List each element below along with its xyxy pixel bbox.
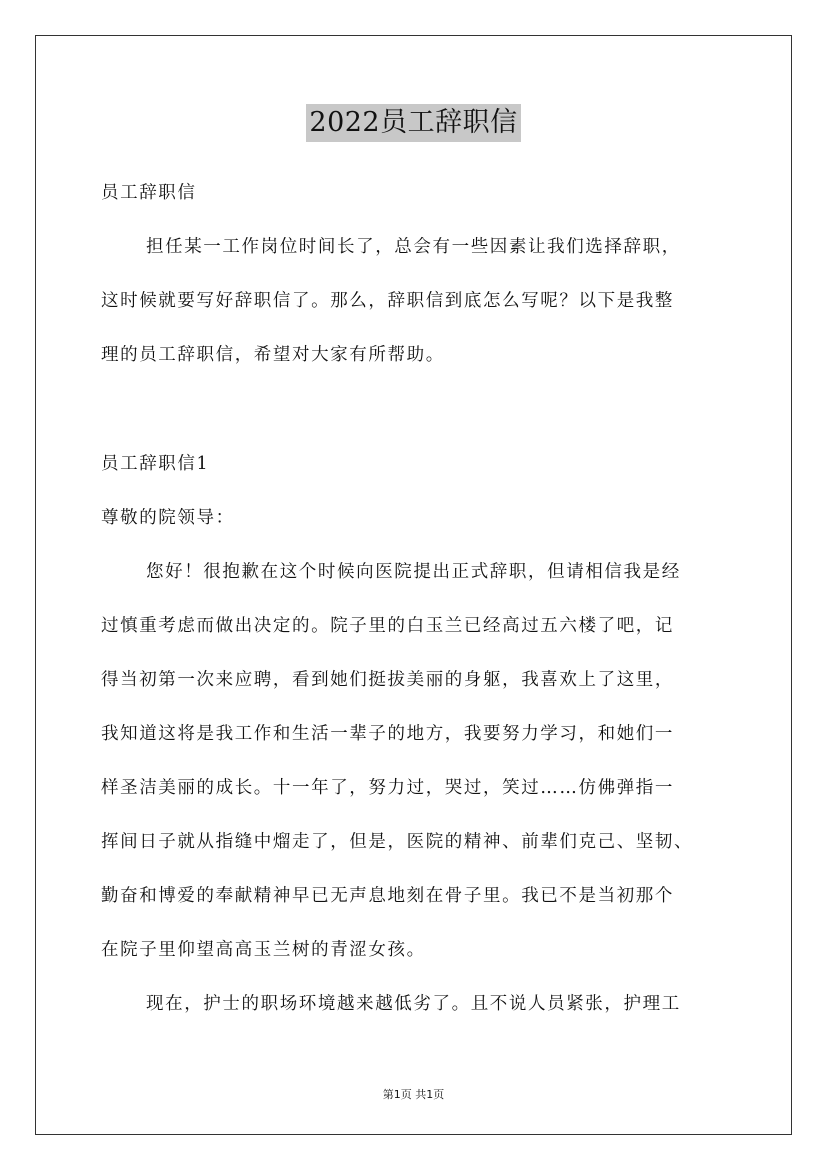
paragraph-line: 得当初第一次来应聘，看到她们挺拔美丽的身躯，我喜欢上了这里， (101, 670, 674, 690)
salutation: 尊敬的院领导： (101, 508, 235, 528)
paragraph-line: 您好！很抱歉在这个时候向医院提出正式辞职，但请相信我是经 (146, 562, 681, 582)
paragraph-line: 样圣洁美丽的成长。十一年了，努力过，哭过，笑过……仿佛弹指一 (101, 778, 674, 798)
paragraph-line: 在院子里仰望高高玉兰树的青涩女孩。 (101, 940, 426, 960)
page-number-footer: 第1页 共1页 (382, 1088, 445, 1101)
letter-heading: 员工辞职信1 (101, 454, 210, 474)
paragraph-line: 理的员工辞职信，希望对大家有所帮助。 (101, 345, 445, 365)
document-title-container (0, 104, 827, 142)
paragraph-line: 担任某一工作岗位时间长了，总会有一些因素让我们选择辞职， (146, 237, 681, 257)
section-heading: 员工辞职信 (101, 183, 197, 203)
document-title: 2022员工辞职信 (306, 104, 520, 142)
paragraph-line: 过慎重考虑而做出决定的。院子里的白玉兰已经高过五六楼了吧，记 (101, 616, 674, 636)
paragraph-line: 勤奋和博爱的奉献精神早已无声息地刻在骨子里。我已不是当初那个 (101, 886, 674, 906)
paragraph-line: 现在，护士的职场环境越来越低劣了。且不说人员紧张，护理工 (146, 994, 681, 1014)
paragraph-line: 这时候就要写好辞职信了。那么，辞职信到底怎么写呢？以下是我整 (101, 291, 674, 311)
paragraph-line: 挥间日子就从指缝中熘走了，但是，医院的精神、前辈们克己、坚韧、 (101, 832, 694, 852)
paragraph-line: 我知道这将是我工作和生活一辈子的地方，我要努力学习，和她们一 (101, 724, 674, 744)
